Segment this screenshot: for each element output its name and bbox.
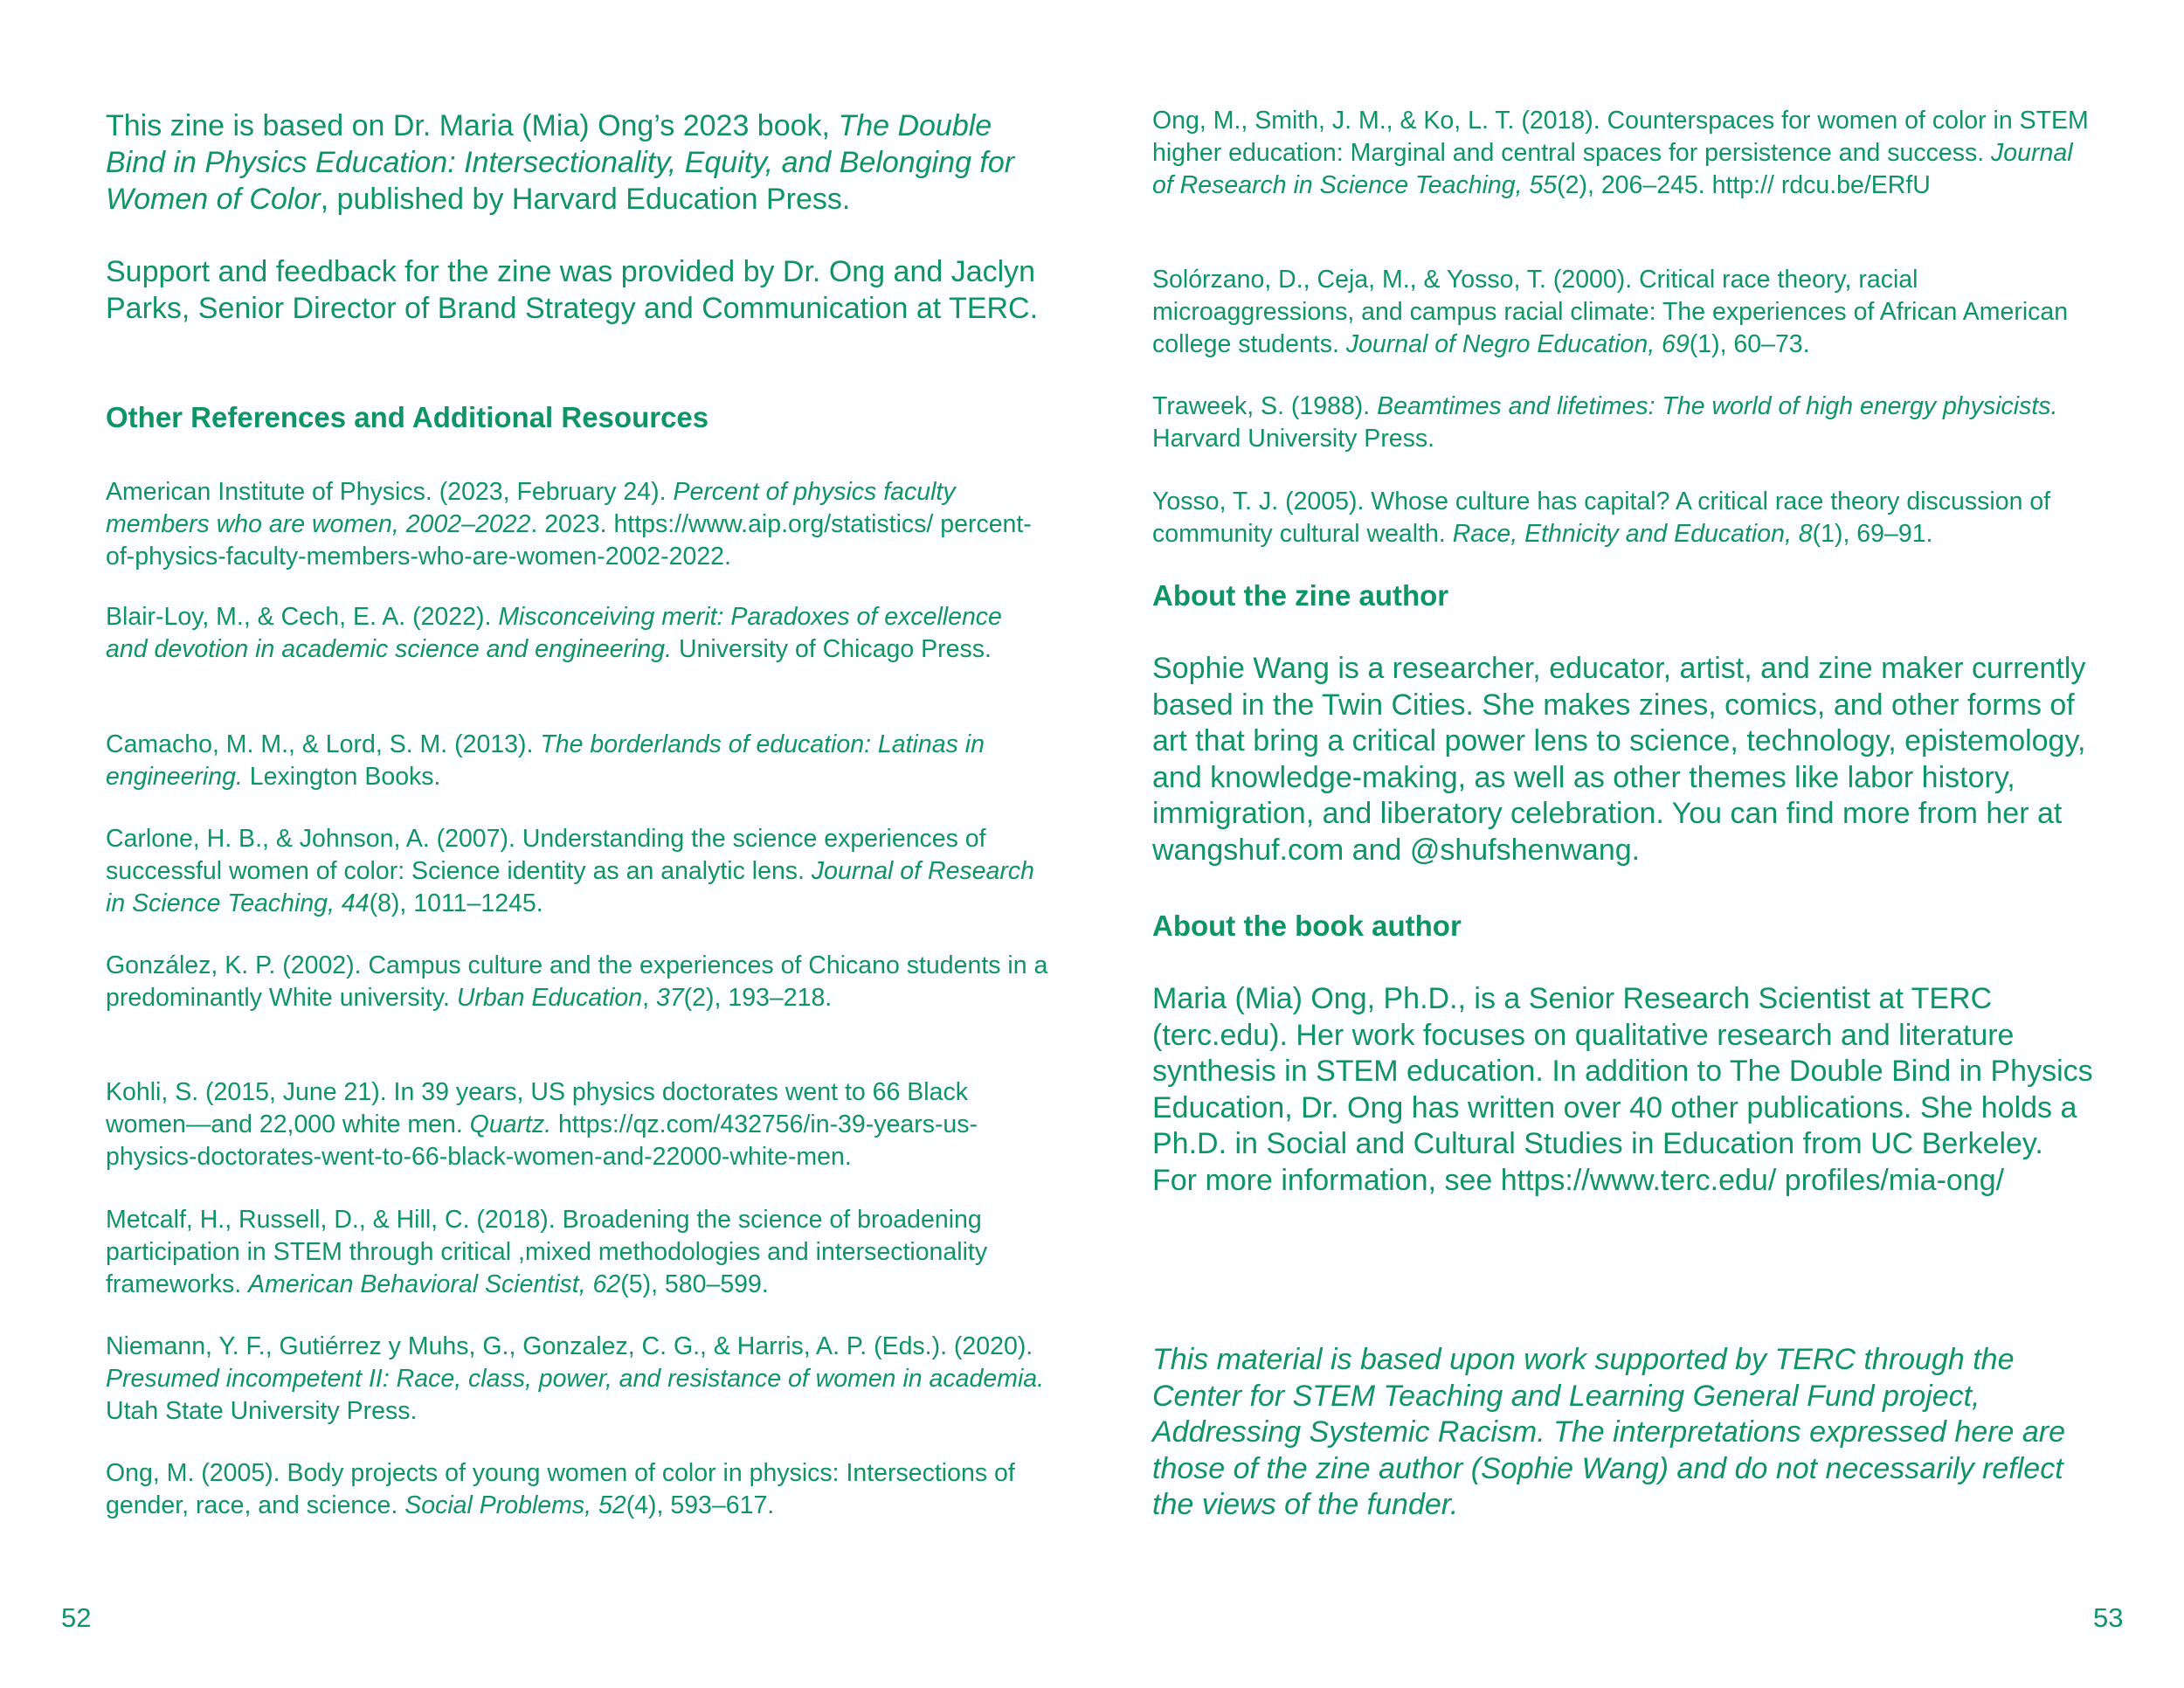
reference-entry: Metcalf, H., Russell, D., & Hill, C. (2018). Broadening the science of broadening participation in STEM through critical ,mixed methodologies and intersectionality frameworks. American Behavioral Scientist, 62(5), 580–599. <box>106 1206 988 1298</box>
reference-entry: Camacho, M. M., & Lord, S. M. (2013). The borderlands of education: Latinas in engineering. Lexington Books. <box>106 730 985 791</box>
funding-disclaimer: This material is based upon work supported by TERC through the Center for STEM Teaching and Learning General Fund project, Addressing Systemic Racism. The interpretations expressed here are those of the zine author (Sophie Wang) and do not necessarily reflect the views of the funder. <box>1152 1343 2066 1521</box>
reference-entry: Niemann, Y. F., Gutiérrez y Muhs, G., Gonzalez, C. G., & Harris, A. P. (Eds.). (2020). Presumed incompetent II: Race, class, power, and resistance of women in academia. Utah State University Press. <box>106 1332 1045 1425</box>
reference-entry: Solórzano, D., Ceja, M., & Yosso, T. (2000). Critical race theory, racial microaggressions, and campus racial climate: The experiences of African American college students. Journal of Negro Education, 69(1), 60–73. <box>1152 266 2069 358</box>
reference-entry: Yosso, T. J. (2005). Whose culture has capital? A critical race theory discussion of community cultural wealth. Race, Ethnicity and Education, 8(1), 69–91. <box>1152 488 2051 548</box>
intro-text: This zine is based on Dr. Maria (Mia) Ong’s 2023 book, <box>106 109 839 142</box>
references-heading: Other References and Additional Resources <box>106 401 709 433</box>
book-author-heading: About the book author <box>1152 910 1462 942</box>
reference-entry: Ong, M., Smith, J. M., & Ko, L. T. (2018). Counterspaces for women of color in STEM higher education: Marginal and central spaces for persistence and success. Journal of Research in Science Teaching, 55(2), 206–245. http:// rdcu.be/ERfU <box>1152 107 2089 199</box>
reference-entry: González, K. P. (2002). Campus culture and the experiences of Chicano students in a predominantly White university. Urban Education, 37(2), 193–218. <box>106 951 1048 1012</box>
intro-paragraph-support: Support and feedback for the zine was provided by Dr. Ong and Jaclyn Parks, Senior Director of Brand Strategy and Communication at TERC. <box>106 255 1039 325</box>
reference-entry: Traweek, S. (1988). Beamtimes and lifetimes: The world of high energy physicists. Harvard University Press. <box>1152 392 2058 453</box>
reference-entry: Carlone, H. B., & Johnson, A. (2007). Understanding the science experiences of successful women of color: Science identity as an analytic lens. Journal of Research in Science Teaching, 44(8), 1011–1245. <box>106 825 1034 917</box>
reference-entry: American Institute of Physics. (2023, February 24). Percent of physics faculty members who are women, 2002–2022. 2023. https://www.aip.org/statistics/ percent-of-physics-faculty-members-who-are-women-2002-2022. <box>106 478 1032 571</box>
zine-author-bio: Sophie Wang is a researcher, educator, artist, and zine maker currently based in the Twin Cities. She makes zines, comics, and other forms of art that bring a critical power lens to science, technology, epistemology, and knowledge-making, as well as other themes like labor history, immigration, and liberatory celebration. You can find more from her at wangshuf.com and @shufshenwang. <box>1152 652 2086 867</box>
book-title: The Double Bind in Physics Education: Intersectionality, Equity, and Belonging for Women of Color <box>106 109 1015 216</box>
reference-entry: Blair-Loy, M., & Cech, E. A. (2022). Misconceiving merit: Paradoxes of excellence and devotion in academic science and engineering. University of Chicago Press. <box>106 603 1002 663</box>
page-number-right: 53 <box>2093 1602 2124 1633</box>
zine-author-heading: About the zine author <box>1152 579 1449 612</box>
intro-text-end: , published by Harvard Education Press. <box>320 183 851 216</box>
book-author-bio: Maria (Mia) Ong, Ph.D., is a Senior Research Scientist at TERC (terc.edu). Her work focuses on qualitative research and literature synthesis in STEM education. In addition to The Double Bind in Physics Education, Dr. Ong has written over 40 other publications. She holds a Ph.D. in Social and Cultural Studies in Education from UC Berkeley. For more information, see https://www.terc.edu/ profiles/mia-ong/ <box>1152 982 2093 1197</box>
reference-entry: Ong, M. (2005). Body projects of young women of color in physics: Intersections of gender, race, and science. Social Problems, 52(4), 593–617. <box>106 1459 1015 1519</box>
intro-paragraph-book <box>106 107 1049 218</box>
page-number-left: 52 <box>61 1602 92 1633</box>
reference-entry: Kohli, S. (2015, June 21). In 39 years, US physics doctorates went to 66 Black women—and 22,000 white men. Quartz. https://qz.com/432756/in-39-years-us-physics-doctorates-went-to-66-black-women-and-22000-white-men. <box>106 1078 978 1171</box>
